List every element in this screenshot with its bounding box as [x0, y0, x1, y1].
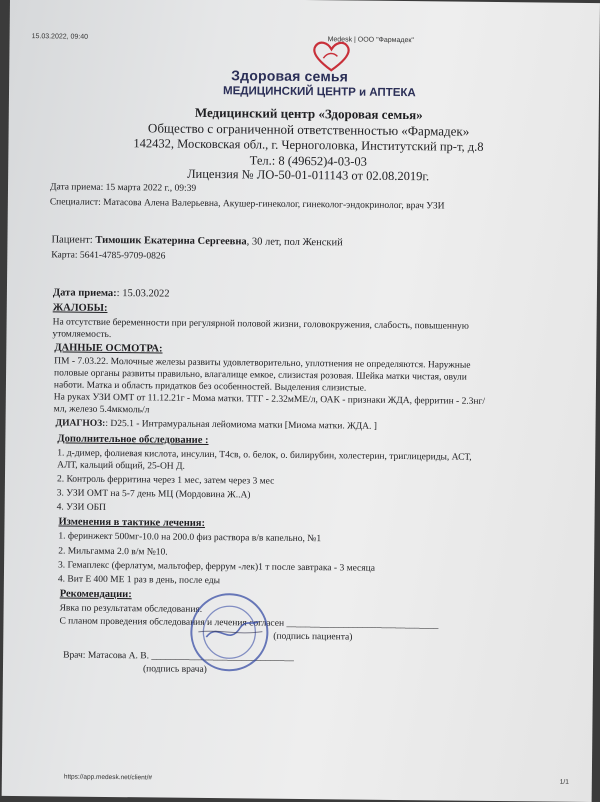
- treatment-line-3: 3. Гемаплекс (ферлатум, мальтофер, феррум -лек)1 т после завтрака - 3 месяца: [58, 560, 375, 574]
- logo-line1: Здоровая семья: [231, 67, 349, 85]
- recommendations-line-2: С планом проведения обследования и лечения согласен ________________________________: [59, 616, 439, 631]
- exam-line-5: мл, железо 5.4мкмоль/л: [53, 404, 150, 416]
- visit-date-value: 15 марта 2022 г., 09:39: [105, 182, 197, 194]
- extra-heading: Дополнительное обследование :: [57, 433, 209, 447]
- doctor-stamp-icon: [188, 591, 271, 674]
- document-sheet: [2, 0, 600, 802]
- card-label: Карта:: [51, 250, 78, 261]
- treatment-heading: Изменения в тактике лечения:: [58, 516, 206, 529]
- extra-line-5: 4. УЗИ ОБП: [56, 502, 107, 513]
- patient-details: , 30 лет, пол Женский: [246, 236, 343, 249]
- record-date: [53, 287, 170, 299]
- record-date-value: : 15.03.2022: [116, 288, 170, 300]
- exam-line-2: половые органы развиты правильно, влагалище емкое, слизистая розовая. Шейка матки чистая, овули: [54, 368, 467, 383]
- recommendations-line-1: Явка по результатам обследования.: [59, 603, 203, 615]
- org-company: Общество с ограниченной ответственностью «Фармадек»: [147, 120, 470, 139]
- exam-line-3: наботи. Матка и область придатков без особенностей. Выделения слизистые.: [53, 380, 367, 394]
- exam-heading: ДАННЫЕ ОСМОТРА:: [54, 342, 163, 355]
- footer-url: https://app.medesk.net/client/#: [63, 773, 153, 782]
- treatment-line-1: 1. феринжект 500мг-10.0 на 200.0 физ раствора в/в капельно, №1: [58, 531, 322, 545]
- patient-line: [51, 234, 342, 248]
- org-license: Лицензия № ЛО-50-01-011143 от 02.08.2019г.: [187, 166, 430, 184]
- card-value: 5641-4785-9709-0826: [79, 250, 166, 262]
- print-datetime: 15.03.2022, 09:40: [31, 33, 89, 41]
- org-phone: Тел.: 8 (49652)4-03-03: [249, 153, 367, 169]
- org-title: Медицинский центр «Здоровая семья»: [194, 104, 423, 123]
- specialist-value: Матасова Алена Валерьевна, Акушер-гинеколог, гинеколог-эндокринолог, врач УЗИ: [103, 197, 445, 212]
- exam-line-1: ПМ - 7.03.22. Молочные железы развиты удовлетворительно, уплотнения не определяются. Наружные: [54, 356, 471, 371]
- clinic-logo: [222, 63, 416, 109]
- print-source: Medesk | ООО "Фармадек": [327, 36, 414, 45]
- extra-line-4: 3. УЗИ ОМТ на 5-7 день МЦ (Мордовина Ж..А): [56, 488, 251, 501]
- doctor-sign-caption: (подпись врача): [142, 664, 207, 676]
- card-line: [51, 250, 165, 261]
- diagnosis-line: [56, 418, 377, 431]
- complaints-line-2: утомляемость.: [52, 329, 112, 340]
- logo-line2: МЕДИЦИНСКИЙ ЦЕНТР и АПТЕКА: [222, 85, 416, 100]
- footer-page: 1/1: [559, 778, 569, 786]
- org-address: 142432, Московская обл., г. Черноголовка, Институтский пр-т, д.8: [133, 136, 484, 154]
- extra-line-1: 1. д-димер, фолиевая кислота, инсулин, Т4св, о. белок, о. билирубин, холестерин, триглицериды, АСТ,: [57, 448, 472, 463]
- patient-sign-caption: (подпись пациента): [273, 631, 353, 643]
- record-date-label: Дата приема:: [52, 287, 117, 300]
- extra-line-2: АЛТ, кальций общий, 25-ОН Д.: [57, 460, 185, 472]
- diagnosis-value: : D25.1 - Интрамуральная лейомиома матки [Миома матки. ЖДА. ]: [105, 418, 377, 432]
- recommendations-heading: Рекомендации:: [59, 588, 132, 601]
- doctor-line: Врач: Матасова А. В. ______________________________: [63, 650, 294, 663]
- treatment-line-2: 2. Мильгамма 2.0 в/м №10.: [58, 546, 168, 558]
- exam-line-4: На руках УЗИ ОМТ от 11.12.21г - Мома матки. ТТГ - 2.32мМЕ/л, ОАК - признаки ЖДА, ферритин - 2.3нг/: [53, 392, 486, 407]
- extra-line-3: 2. Контроль ферритина через 1 мес, затем через 3 мес: [56, 474, 275, 487]
- complaints-line-1: На отсутствие беременности при регулярной половой жизни, головокружения, слабость, повышенную: [52, 317, 469, 332]
- patient-name: Тимошик Екатерина Сергеевна: [95, 234, 247, 248]
- visit-specialist: [50, 197, 445, 211]
- diagnosis-label: ДИАГНОЗ:: [55, 418, 106, 429]
- complaints-heading: ЖАЛОБЫ:: [52, 302, 108, 314]
- visit-date-label: Дата приема:: [49, 182, 104, 193]
- visit-date: [50, 182, 196, 194]
- patient-label: Пациент:: [51, 234, 93, 246]
- specialist-label: Специалист:: [49, 197, 101, 208]
- treatment-line-4: 4. Вит Е 400 МЕ 1 раз в день, после еды: [57, 574, 221, 587]
